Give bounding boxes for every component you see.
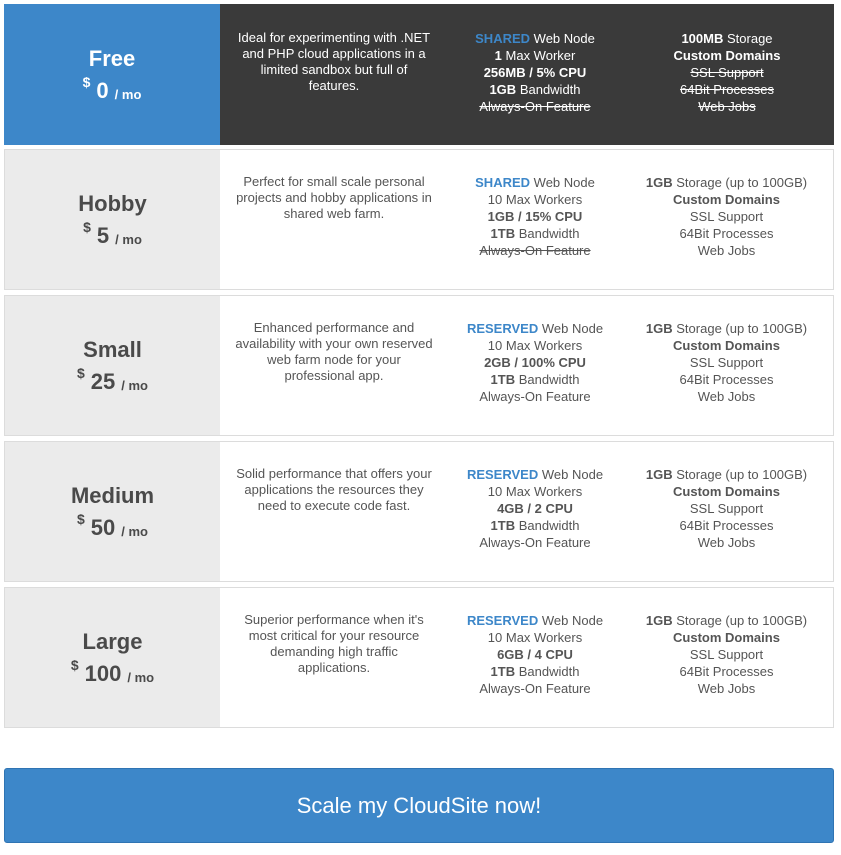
plan-price [83,219,142,249]
ssl-support: SSL Support [689,209,764,224]
price-period: / mo [127,669,155,685]
custom-domains: Custom Domains [673,484,780,499]
bandwidth-line [440,517,630,534]
plan-name-cell [5,442,220,581]
price-amount: 0 [96,77,109,103]
bandwidth-amount: 1TB [490,664,516,679]
cpu-spec: 256MB / 5% CPU [483,65,587,80]
web-jobs: Web Jobs [697,243,756,258]
storage-label: Storage (up to 100GB) [676,321,808,336]
plan-features [630,4,834,145]
bandwidth-amount: 1GB [489,82,517,97]
custom-domains: Custom Domains [673,630,780,645]
ssl-support: SSL Support [689,501,764,516]
storage-label: Storage (up to 100GB) [676,467,808,482]
custom-domains: Custom Domains [673,48,781,63]
workers-line [440,47,630,64]
node-type: SHARED [475,175,531,190]
cpu-spec: 2GB / 100% CPU [484,355,586,370]
cpu-spec: 4GB / 2 CPU [497,501,573,516]
storage-amount: 1GB [645,467,673,482]
bandwidth-line [440,371,630,388]
plan-name: Hobby [78,190,147,216]
node-type-line [440,174,630,191]
workers-count: 1 [494,48,502,63]
plan-name: Medium [70,482,155,508]
currency-symbol: $ [83,218,91,235]
always-on-feature: Always-On Feature [479,99,591,114]
plan-row-medium[interactable] [4,441,834,582]
plan-node-specs [440,4,630,145]
price-amount: 5 [96,222,110,248]
bandwidth-amount: 1TB [490,226,516,241]
plan-name-cell [5,150,220,289]
workers-line: 10 Max Workers [487,630,583,645]
plan-row-hobby[interactable] [4,149,834,290]
web-jobs: Web Jobs [698,99,756,114]
node-type-label: Web Node [541,613,604,628]
bandwidth-label: Bandwidth [518,372,580,387]
storage-line [630,30,824,47]
plan-row-free[interactable] [4,4,834,145]
price-amount: 25 [90,368,116,394]
plan-description: Enhanced performance and availability with your own reserved web farm node for your professional app. [235,320,433,383]
64bit-processes: 64Bit Processes [679,518,774,533]
plan-node-specs [440,442,630,581]
node-type-line [440,612,630,629]
plan-row-small[interactable] [4,295,834,436]
plan-name-cell [5,588,220,727]
64bit-processes: 64Bit Processes [680,82,774,97]
currency-symbol: $ [76,510,85,527]
node-type-line [440,320,630,337]
plan-price [77,365,148,395]
storage-label: Storage (up to 100GB) [676,175,808,190]
storage-amount: 1GB [645,613,673,628]
price-period: / mo [115,231,142,247]
price-period: / mo [114,86,142,102]
web-jobs: Web Jobs [697,535,756,550]
node-type: RESERVED [466,467,539,482]
storage-line [630,612,823,629]
storage-amount: 1GB [645,175,673,190]
storage-amount: 1GB [645,321,673,336]
plan-node-specs [440,296,630,435]
plan-name: Free [88,45,136,71]
64bit-processes: 64Bit Processes [679,664,774,679]
plan-name: Large [82,628,143,654]
node-type-line [440,30,630,47]
plan-description: Perfect for small scale personal projects and hobby applications in shared web farm. [236,174,432,221]
price-period: / mo [121,523,148,539]
currency-symbol: $ [82,73,91,90]
plan-node-specs [440,150,630,289]
price-amount: 100 [84,660,122,686]
workers-line: 10 Max Workers [487,192,583,207]
plan-description: Superior performance when it's most critical for your resource demanding high traffic applications. [244,612,424,675]
plan-row-large[interactable] [4,587,834,728]
plan-features [630,296,833,435]
price-amount: 50 [90,514,116,540]
plan-price [83,74,142,104]
plan-features [630,588,833,727]
custom-domains: Custom Domains [673,338,780,353]
node-type-label: Web Node [533,175,595,190]
cpu-spec: 6GB / 4 CPU [497,647,573,662]
node-type: RESERVED [466,613,539,628]
bandwidth-line [440,225,630,242]
bandwidth-label: Bandwidth [518,664,580,679]
scale-cloudsite-button[interactable]: Scale my CloudSite now! [4,768,834,843]
web-jobs: Web Jobs [697,389,756,404]
currency-symbol: $ [70,656,79,673]
node-type-label: Web Node [541,321,604,336]
storage-label: Storage (up to 100GB) [676,613,808,628]
plan-name-cell [5,296,220,435]
bandwidth-label: Bandwidth [518,518,580,533]
ssl-support: SSL Support [689,647,764,662]
always-on-feature: Always-On Feature [479,389,591,404]
always-on-feature: Always-On Feature [479,243,591,258]
storage-line [630,174,823,191]
64bit-processes: 64Bit Processes [679,226,774,241]
plan-features [630,150,833,289]
price-period: / mo [121,377,148,393]
always-on-feature: Always-On Feature [479,535,591,550]
bandwidth-label: Bandwidth [519,82,581,97]
storage-amount: 100MB [681,31,724,46]
always-on-feature: Always-On Feature [479,681,591,696]
64bit-processes: 64Bit Processes [679,372,774,387]
node-type: RESERVED [466,321,539,336]
plan-node-specs [440,588,630,727]
bandwidth-label: Bandwidth [518,226,580,241]
bandwidth-amount: 1TB [490,372,516,387]
node-type-label: Web Node [541,467,604,482]
plan-price [77,511,148,541]
ssl-support: SSL Support [690,65,764,80]
storage-line [630,466,823,483]
bandwidth-line [440,81,630,98]
workers-label: Max Worker [505,48,576,63]
storage-label: Storage [727,31,773,46]
workers-line: 10 Max Workers [487,338,583,353]
plan-name: Small [83,336,142,362]
storage-line [630,320,823,337]
plan-price [71,657,154,687]
node-type-line [440,466,630,483]
workers-line: 10 Max Workers [487,484,583,499]
bandwidth-line [440,663,630,680]
plan-features [630,442,833,581]
web-jobs: Web Jobs [697,681,756,696]
cpu-spec: 1GB / 15% CPU [487,209,583,224]
node-type: SHARED [475,31,531,46]
node-type-label: Web Node [533,31,595,46]
ssl-support: SSL Support [689,355,764,370]
plan-description: Solid performance that offers your applications the resources they need to execute code fast. [236,466,432,513]
currency-symbol: $ [76,364,85,381]
plan-name-cell [4,4,220,145]
custom-domains: Custom Domains [673,192,780,207]
bandwidth-amount: 1TB [490,518,516,533]
plan-description: Ideal for experimenting with .NET and PHP cloud applications in a limited sandbox but full of features. [237,30,431,93]
